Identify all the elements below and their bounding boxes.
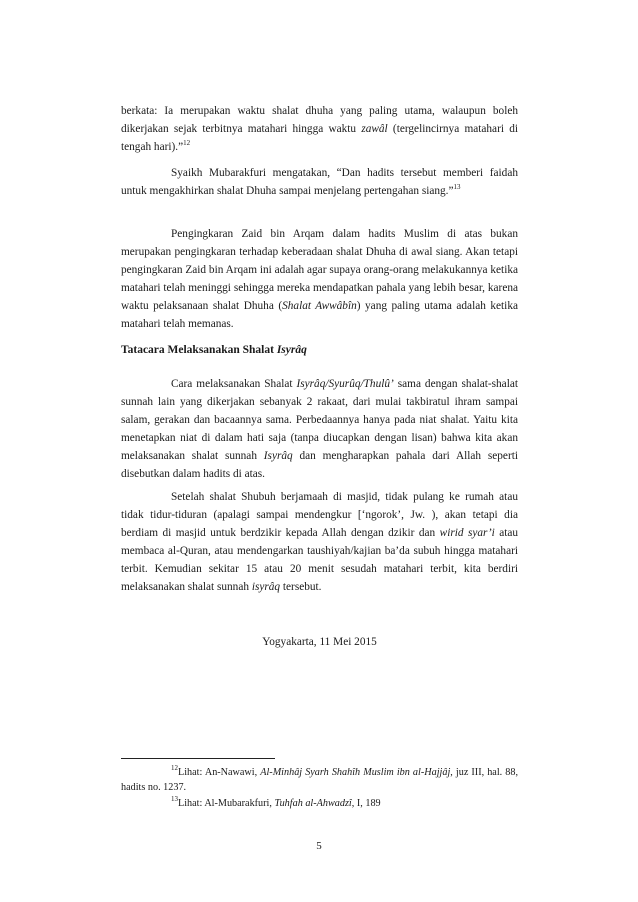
italic-term: Isyrâq: [263, 450, 293, 462]
footnote-divider: [121, 758, 275, 759]
italic-term: Isyrâq/Syurûq/Thulû’: [296, 378, 394, 390]
page-number: 5: [316, 840, 322, 852]
footnote-12: $^{12}$Lihat: An-Nawawi, Al-Minhâj Syarh Shahîh Muslim ibn al-Hajjâj, juz III, hal. 88, hadits no. 1237.: [121, 764, 518, 793]
section-heading: Tatacara Melaksanakan Shalat Isyrâq: [121, 344, 307, 356]
footnote-13: $^{13}$Lihat: Al-Mubarakfuri, Tuhfah al-Ahwadzî, I, 189: [171, 795, 381, 809]
paragraph-4: Cara melaksanakan Shalat Isyrâq/Syurûq/Thulû’ sama dengan shalat-shalat sunnah lain yang dikerjakan sebanyak 2 rakaat, dari mulai takbiratul ihram sampai salam, gerakan dan bacaannya sama. Perbedaannya hanya pada niat shalat. Yaitu kita menetapkan niat di dalam hati saja (tanpa diucapkan dengan lisan) bahwa kita akan melaksanakan shalat sunnah Isyrâq dan mengharapkan pahala dari Allah seperti disebutkan dalam hadits di atas.: [121, 378, 518, 480]
italic-citation: Tuhfah al-Ahwadzî: [274, 798, 352, 809]
place-date: Yogyakarta, 11 Mei 2015: [262, 636, 377, 648]
footnote-ref-12: 12: [183, 139, 191, 147]
italic-term: Isyrâq: [276, 344, 307, 356]
footnote-ref-13: 13: [453, 183, 461, 191]
italic-term: wirid syar’i: [439, 527, 495, 539]
footnote-number: 12: [171, 764, 178, 772]
italic-citation: Al-Minhâj Syarh Shahîh Muslim ibn al-Hajjâj: [260, 767, 451, 778]
footnote-number: 13: [171, 795, 178, 803]
paragraph-1: berkata: Ia merupakan waktu shalat dhuha yang paling utama, walaupun boleh dikerjakan sejak terbitnya matahari hingga waktu zawâl (tergelincirnya matahari di tengah hari).”$^{12}$: [121, 105, 518, 153]
italic-term: isyrâq: [251, 581, 281, 593]
italic-term: zawâl: [361, 123, 388, 135]
paragraph-3: Pengingkaran Zaid bin Arqam dalam hadits Muslim di atas bukan merupakan pengingkaran terhadap keberadaan shalat Dhuha di awal siang. Akan tetapi pengingkaran Zaid bin Arqam ini adalah agar supaya orang-orang melakukannya ketika matahari telah meninggi sehingga mereka mendapatkan pahala yang lebih besar, karena waktu pelaksanaan shalat Dhuha (Shalat Awwâbîn) yang paling utama adalah ketika matahari telah memanas.: [121, 228, 518, 330]
italic-term: Shalat Awwâbîn: [282, 300, 357, 312]
paragraph-5: Setelah shalat Shubuh berjamaah di masjid, tidak pulang ke rumah atau tidak tidur-tiduran (apalagi sampai mendengkur [‘ngorok’, Jw. ), akan tetapi dia berdiam di masjid untuk berdzikir kepada Allah dengan dzikir dan wirid syar’i atau membaca al-Quran, atau mendengarkan taushiyah/kajian ba’da subuh hingga matahari terbit. Kemudian sekitar 15 atau 20 menit sesudah matahari terbit, kita berdiri melaksanakan shalat sunnah isyrâq tersebut.: [121, 491, 519, 593]
paragraph-2: Syaikh Mubarakfuri mengatakan, “Dan hadits tersebut memberi faidah untuk mengakhirkan shalat Dhuha sampai menjelang pertengahan siang.”$^{13}$: [121, 167, 518, 197]
